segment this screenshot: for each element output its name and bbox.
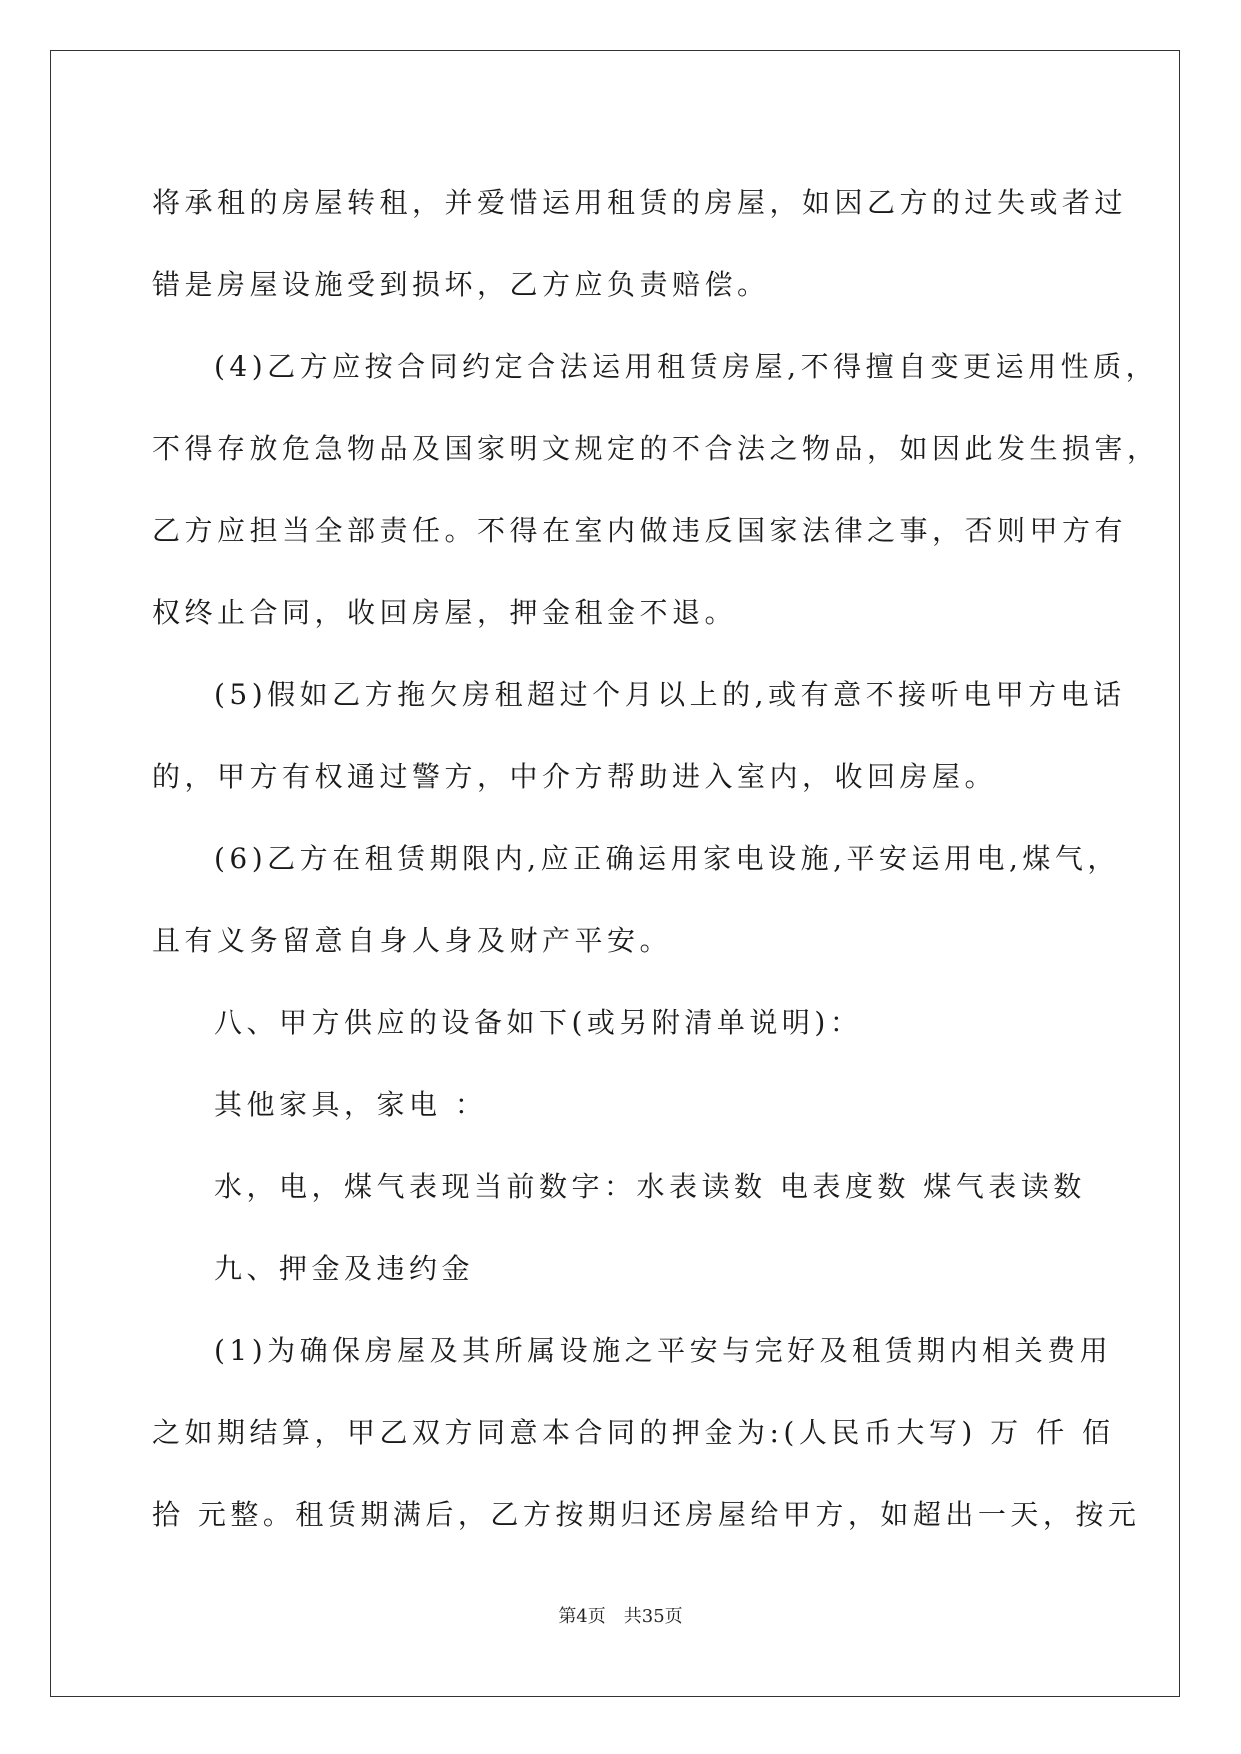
text-line: 不得存放危急物品及国家明文规定的不合法之物品，如因此发生损害， [152, 432, 1160, 465]
text-line: 拾 元整。租赁期满后，乙方按期归还房屋给甲方，如超出一天，按元 [152, 1498, 1141, 1531]
text-line: 其他家具，家电 ： [214, 1088, 488, 1121]
text-line: 错是房屋设施受到损坏，乙方应负责赔偿。 [152, 268, 770, 301]
text-line: 九、押金及违约金 [214, 1252, 475, 1285]
text-line: (4)乙方应按合同约定合法运用租赁房屋,不得擅自变更运用性质， [214, 350, 1159, 383]
document-body [152, 162, 1160, 1556]
text-line: 且有义务留意自身人身及财产平安。 [152, 924, 673, 957]
text-line: 将承租的房屋转租，并爱惜运用租赁的房屋，如因乙方的过失或者过 [152, 186, 1128, 219]
text-line: 八、甲方供应的设备如下(或另附清单说明)： [214, 1006, 863, 1039]
text-line: 水，电，煤气表现当前数字：水表读数 电表度数 煤气表读数 [214, 1170, 1086, 1203]
page-footer [0, 1602, 1241, 1628]
text-line: 乙方应担当全部责任。不得在室内做违反国家法律之事，否则甲方有 [152, 514, 1128, 547]
text-line: (5)假如乙方拖欠房租超过个月以上的,或有意不接听电甲方电话 [214, 678, 1126, 711]
text-line: (1)为确保房屋及其所属设施之平安与完好及租赁期内相关费用 [214, 1334, 1113, 1367]
text-line: 的，甲方有权通过警方，中介方帮助进入室内，收回房屋。 [152, 760, 998, 793]
text-line: 权终止合同，收回房屋，押金租金不退。 [152, 596, 738, 629]
text-line: 之如期结算，甲乙双方同意本合同的押金为:(人民币大写) 万 仟 佰 [152, 1416, 1115, 1449]
page-number: 第4页 共35页 [558, 1606, 683, 1627]
text-line: (6)乙方在租赁期限内,应正确运用家电设施,平安运用电,煤气， [214, 842, 1120, 875]
